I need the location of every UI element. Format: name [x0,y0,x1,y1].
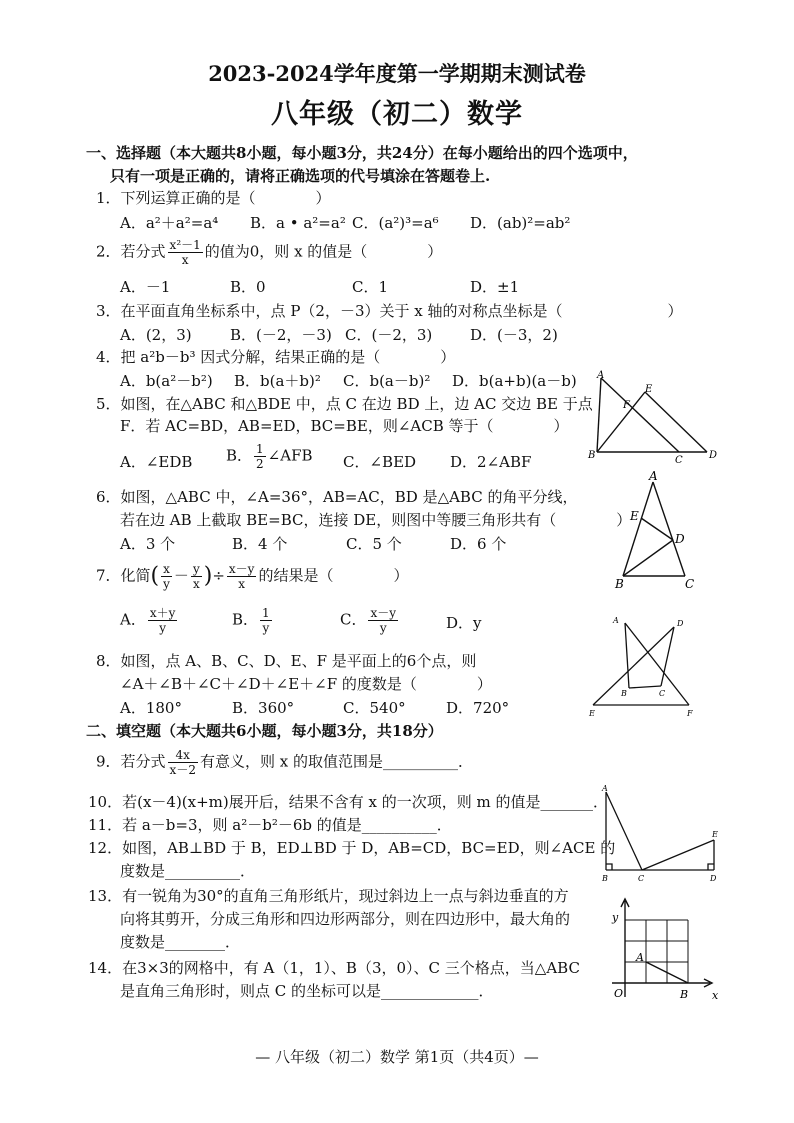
q2-option-a: A．－1 [120,278,171,296]
fig14-label-y: y [612,911,619,924]
page-footer: — 八年级（初二）数学 第1页（共4页）— [255,1048,539,1066]
q2-denominator: x [181,253,189,267]
q6-option-b: B．4 个 [232,535,288,553]
exam-title: 2023-2024学年度第一学期期末测试卷 [208,61,586,86]
fig6-label-b: B [615,577,624,591]
figure-q5 [585,368,725,468]
exam-subtitle: 八年级（初二）数学 [271,99,523,130]
figure-q8 [585,610,705,720]
q8-option-c: C．540° [343,699,406,717]
section2-title: 二、填空题（本大题共6小题，每小题3分，共18分） [86,722,443,740]
fig14-label-a: A [636,951,644,964]
fig12-label-c: C [638,874,645,883]
q2-option-d: D．±1 [470,278,520,296]
fig12-label-a: A [602,784,608,793]
q1-option-b: B．a • a²=a² [250,214,346,232]
fig6-edge-bd [623,540,673,576]
q6-option-c: C．5 个 [346,535,402,553]
q4-option-b: B．b(a＋b)² [234,372,321,390]
q9-stem: 9．若分式 $\frac{4x}{x-2}$ 有意义，则 x 的取值范围是__________． [96,748,473,777]
q7-fraction-y-over-x: $\frac{y}{x}$ [192,562,200,591]
fig6-label-e: E [630,509,639,523]
q2-option-c: C．1 [352,278,389,296]
fig6-label-d: D [675,532,685,546]
fig12-label-b: B [602,874,608,883]
fig5-edge-ac [601,378,679,452]
q9-fraction: $\frac{4x}{x-2}$ [169,748,196,777]
q7-option-d: D．y [446,614,482,632]
q11-stem: 11．若 a－b=3，则 a²－b²－6b 的值是__________． [88,816,452,834]
fig12-right-angle-b [606,864,612,870]
q12-stem-line2: 度数是__________． [120,862,256,880]
fig8-edge-fa [625,623,689,705]
q6-option-a: A．3 个 [120,535,176,553]
fig12-edge-ac [606,792,642,870]
q3-option-c: C．(－2，3) [345,326,433,344]
q8-stem-line1: 8．如图，点 A、B、C、D、E、F 是平面上的6个点，则 [96,652,477,670]
fig8-edge-ab [625,623,629,688]
section1-title-line2: 只有一项是正确的，请将正确选项的代号填涂在答题卷上. [110,167,491,185]
fig8-label-c: C [659,689,666,698]
fig5-label-b: B [588,450,596,461]
q1-option-a: A．a²＋a²=a⁴ [120,214,219,232]
q4-option-a: A．b(a²－b²) [120,372,213,390]
q8-stem-line2: ∠A＋∠B＋∠C＋∠D＋∠E＋∠F 的度数是（ ） [120,675,492,693]
fig5-label-c: C [675,455,683,466]
q6-stem-line2: 若在边 AB 上截取 BE=BC，连接 DE，则图中等腰三角形共有（ ） [120,511,632,529]
q1-option-d: D．(ab)²=ab² [470,214,571,232]
fig5-label-f: F [623,400,630,411]
fig5-label-a: A [597,370,605,381]
q8-option-a: A．180° [120,699,182,717]
q7-option-c: C． $\frac{x-y}{y}$ [340,606,397,635]
fig14-label-b: B [680,988,689,1001]
fig14-label-o: O [614,987,624,1000]
q5-stem-line2: F．若 AC=BD，AB=ED，BC=BE，则∠ACB 等于（ ） [120,417,569,435]
fig8-label-a: A [613,616,619,625]
q13-stem-line1: 13．有一锐角为30°的直角三角形纸片，现过斜边上一点与斜边垂直的方 [88,887,569,905]
q5-option-a: A．∠EDB [120,453,193,471]
fig6-edge-ab [623,482,653,576]
fig14-label-x: x [712,989,719,1002]
q2-pre: 2．若分式 [96,242,166,261]
fig5-label-d: D [709,450,718,461]
fig5-edge-ab [597,378,601,452]
fig6-edge-de [641,518,673,540]
q4-option-d: D．b(a+b)(a－b) [452,372,577,390]
q3-option-b: B．(－2，－3) [230,326,332,344]
fig12-label-e: E [712,830,718,839]
figure-q12 [592,782,727,887]
q6-stem-line1: 6．如图，△ABC 中，∠A=36°，AB=AC，BD 是△ABC 的角平分线， [96,488,578,506]
q8-option-d: D．720° [446,699,510,717]
q4-stem: 4．把 a²b－b³ 因式分解，结果正确的是（ ） [96,348,456,366]
figure-q14 [600,893,725,1008]
q12-stem-line1: 12．如图，AB⊥BD 于 B，ED⊥BD 于 D，AB=CD，BC=ED，则∠ACE 的 [88,839,616,857]
fig5-edge-ed [645,392,707,452]
q2-numerator: x²－1 [169,238,201,252]
fig12-edge-ce [642,840,714,870]
section1-title: 一、选择题（本大题共8小题，每小题3分，共24分）在每小题给出的四个选项中， [86,144,638,162]
q5-option-c: C．∠BED [343,453,417,471]
fig8-label-b: B [621,689,627,698]
fig8-label-f: F [687,709,693,718]
q7-stem: 7．化简( $\frac{x}{y}$ － $\frac{y}{x}$ )÷ $\frac{x-y}{x}$ 的结果是（ ） [96,562,409,591]
q3-option-a: A．(2，3) [120,326,192,344]
q10-stem: 10．若(x－4)(x+m)展开后，结果不含有 x 的一次项，则 m 的值是_______． [88,793,609,811]
q13-stem-line2: 向将其剪开，分成三角形和四边形两部分，则在四边形中，最大角的 [120,910,571,928]
q2-stem [96,238,442,267]
fig8-label-e: E [589,709,595,718]
q1-stem: 1．下列运算正确的是（ ） [96,189,331,207]
fig8-label-d: D [677,619,684,628]
fig8-edge-bc [629,686,661,688]
q5-option-d: D．2∠ABF [450,453,532,471]
figure-q6 [605,468,705,594]
q1-option-c: C．(a²)³=a⁶ [352,214,439,232]
q14-stem-line1: 14．在3×3的网格中，有 A（1，1）、B（3，0）、C 三个格点，当△ABC [88,959,580,977]
q4-option-c: C．b(a－b)² [343,372,431,390]
q3-stem: 3．在平面直角坐标系中，点 P（2，－3）关于 x 轴的对称点坐标是（ ） [96,302,683,320]
fig6-label-c: C [685,577,695,591]
q7-fraction-x-over-y: $\frac{x}{y}$ [163,562,170,591]
q8-option-b: B．360° [232,699,295,717]
q2-fraction [168,238,203,267]
q5-stem-line1: 5．如图，在△ABC 和△BDE 中，点 C 在边 BD 上，边 AC 交边 BE 于点 [96,395,593,413]
q5-option-b-fraction: $\frac{1}{2}$ [256,442,264,471]
q13-stem-line3: 度数是________． [120,933,241,951]
fig12-right-angle-d [708,864,714,870]
q2-post: 的值为0，则 x 的值是（ ） [204,242,443,261]
fig6-label-a: A [649,469,658,483]
fig5-label-e: E [645,384,653,395]
fig12-label-d: D [710,874,717,883]
q2-option-b: B．0 [230,278,266,296]
q6-option-d: D．6 个 [450,535,507,553]
q7-option-a: A． $\frac{x+y}{y}$ [120,606,176,635]
q5-option-b: B． $\frac{1}{2}$ ∠AFB [226,442,313,471]
fig5-edge-be [597,392,645,452]
q3-option-d: D．(－3，2) [470,326,558,344]
q14-stem-line2: 是直角三角形时，则点 C 的坐标可以是_____________． [120,982,494,1000]
q7-option-b: B． $\frac{1}{y}$ [232,606,270,635]
q7-fraction-divisor: $\frac{x-y}{x}$ [228,562,255,591]
